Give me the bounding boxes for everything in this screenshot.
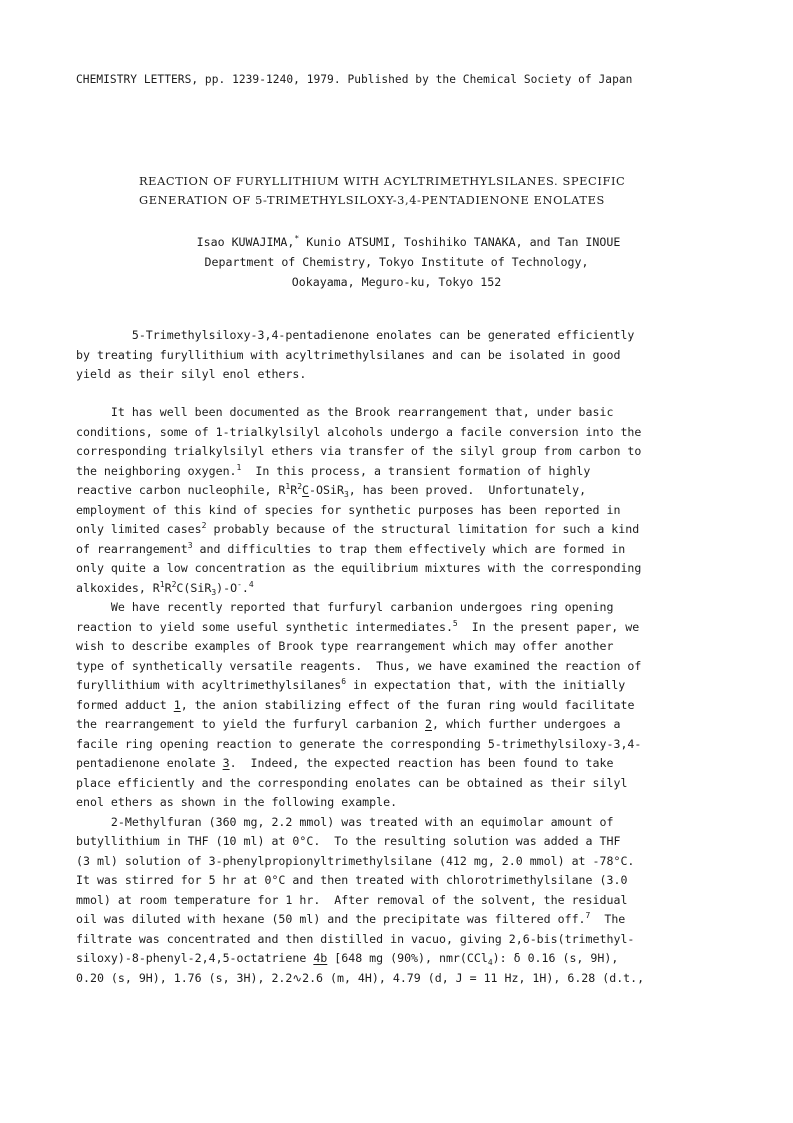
superscript: 2 <box>171 579 177 589</box>
text-run: furyllithium with acyltrimethylsilanes <box>76 678 342 692</box>
text-run: , which further undergoes a <box>432 717 621 731</box>
body-line: (3 ml) solution of 3-phenylpropionyltrimethylsilane (412 mg, 2.0 mmol) at -78°C. <box>76 853 635 868</box>
body-line: We have recently reported that furfuryl carbanion undergoes ring opening <box>76 600 614 614</box>
compound-ref: 1 <box>173 697 181 712</box>
text-run: The <box>590 912 626 926</box>
text-run: C(SiR <box>176 580 212 595</box>
text-run: In the present paper, we <box>457 619 640 634</box>
reference-marker: 7 <box>585 911 591 920</box>
body-text <box>76 403 716 988</box>
abstract-line: by treating furyllithium with acyltrimethylsilanes and can be isolated in good <box>76 347 621 362</box>
paper-title <box>139 172 659 210</box>
body-line: only quite a low concentration as the equilibrium mixtures with the corresponding <box>76 561 642 575</box>
body-line <box>76 715 716 735</box>
subscript: 3 <box>211 587 217 597</box>
text-run: in expectation that, with the initially <box>346 678 626 692</box>
reference-marker: 6 <box>341 677 347 686</box>
body-line: wish to describe examples of Brook type rearrangement which may offer another <box>76 639 614 653</box>
body-line <box>76 676 716 696</box>
text-run: )-O <box>216 580 238 595</box>
text-run: of rearrangement <box>76 541 188 556</box>
text-run: . Indeed, the expected reaction has been found to take <box>229 756 614 770</box>
first-author: Isao KUWAJIMA, <box>196 235 295 249</box>
author-block <box>0 232 793 292</box>
superscript: 1 <box>285 482 291 491</box>
body-line <box>76 462 716 482</box>
text-run: -OSiR <box>309 483 344 497</box>
underlined-carbon: C <box>302 483 310 497</box>
body-line: place efficiently and the corresponding enolates can be obtained as their silyl <box>76 775 628 790</box>
text-run: R <box>290 483 298 497</box>
text-run: oil was diluted with hexane (50 ml) and the precipitate was filtered off. <box>76 912 586 926</box>
body-line: conditions, some of 1-trialkylsilyl alcohols undergo a facile conversion into the <box>76 424 642 439</box>
reference-marker: 5 <box>452 618 458 628</box>
title-line: GENERATION OF 5-TRIMETHYLSILOXY-3,4-PENTADIENONE ENOLATES <box>139 193 605 207</box>
body-line: 0.20 (s, 9H), 1.76 (s, 3H), 2.2∿2.6 (m, 4H), 4.79 (d, J = 11 Hz, 1H), 6.28 (d.t., <box>76 970 645 985</box>
body-line: mmol) at room temperature for 1 hr. After removal of the solvent, the residual <box>76 892 628 907</box>
superscript: 2 <box>297 482 303 491</box>
text-run: only limited cases <box>76 522 202 536</box>
reference-marker: 3 <box>187 540 193 550</box>
compound-ref: 4b <box>313 951 328 965</box>
title-line: REACTION OF FURYLLITHIUM WITH ACYLTRIMETHYLSILANES. SPECIFIC <box>139 174 626 188</box>
body-line: corresponding trialkylsilyl ethers via transfer of the silyl group from carbon to <box>76 444 642 458</box>
abstract-line: yield as their silyl enol ethers. <box>76 367 307 381</box>
text-run: [648 mg (90%), nmr(CCl <box>327 951 488 965</box>
body-line: type of synthetically versatile reagents. Thus, we have examined the reaction of <box>76 658 642 673</box>
body-line: butyllithium in THF (10 ml) at 0°C. To the resulting solution was added a THF <box>76 834 621 848</box>
text-run: formed adduct <box>76 697 174 712</box>
text-run: ): δ 0.16 (s, 9H), <box>492 951 619 965</box>
text-run: the neighboring oxygen. <box>76 463 237 478</box>
reference-marker: 4 <box>248 579 254 589</box>
body-line <box>76 618 716 638</box>
body-line: enol ethers as shown in the following example. <box>76 795 398 809</box>
text-run: In this process, a transient formation of highly <box>241 463 591 478</box>
journal-header <box>76 73 726 86</box>
superscript: 1 <box>159 579 165 589</box>
text-run: probably because of the structural limitation for such a kind <box>206 522 640 536</box>
reference-marker: 2 <box>201 521 207 530</box>
text-run: . <box>241 580 249 595</box>
body-line <box>76 754 716 774</box>
subscript: 4 <box>487 958 493 967</box>
text-run: siloxy)-8-phenyl-2,4,5-octatriene <box>76 951 314 965</box>
other-authors: Kunio ATSUMI, Toshihiko TANAKA, and Tan INOUE <box>299 235 621 249</box>
body-line: filtrate was concentrated and then distilled in vacuo, giving 2,6-bis(trimethyl- <box>76 931 635 946</box>
body-line <box>76 949 716 969</box>
author-list <box>0 232 793 252</box>
body-line <box>76 910 716 930</box>
text-run: , the anion stabilizing effect of the furan ring would facilitate <box>180 697 635 712</box>
body-line <box>76 520 716 540</box>
text-run: alkoxides, R <box>76 580 160 595</box>
text-run: , has been proved. Unfortunately, <box>348 483 587 497</box>
superscript: - <box>237 579 242 589</box>
body-line: It has well been documented as the Brook rearrangement that, under basic <box>76 405 614 419</box>
subscript: 3 <box>343 490 349 499</box>
reference-marker: 1 <box>236 462 242 472</box>
text-run: and difficulties to trap them effectively which are formed in <box>192 541 626 556</box>
compound-ref: 2 <box>425 717 432 731</box>
body-line: 2-Methylfuran (360 mg, 2.2 mmol) was treated with an equimolar amount of <box>76 814 614 829</box>
affiliation-line: Ookayama, Meguro-ku, Tokyo 152 <box>291 275 502 289</box>
corresponding-asterisk: * <box>294 234 300 243</box>
body-line <box>76 696 716 716</box>
abstract-line: 5-Trimethylsiloxy-3,4-pentadienone enolates can be generated efficiently <box>76 328 635 342</box>
text-run: reactive carbon nucleophile, R <box>76 483 286 497</box>
affiliation-line: Department of Chemistry, Tokyo Institute of Technology, <box>204 255 589 269</box>
body-line <box>76 540 716 560</box>
body-line: employment of this kind of species for synthetic purposes has been reported in <box>76 502 621 517</box>
text-run: pentadienone enolate <box>76 756 223 770</box>
body-line: facile ring opening reaction to generate the corresponding 5-trimethylsiloxy-3,4- <box>76 736 642 751</box>
body-line <box>76 481 716 501</box>
body-line <box>76 579 716 599</box>
abstract <box>76 326 716 385</box>
body-line: It was stirred for 5 hr at 0°C and then treated with chlorotrimethylsilane (3.0 <box>76 873 628 887</box>
journal-publisher: Published by the Chemical Society of Japan <box>347 73 633 86</box>
text-run: the rearrangement to yield the furfuryl carbanion <box>76 717 426 731</box>
text-run: reaction to yield some useful synthetic intermediates. <box>76 619 453 634</box>
journal-citation: CHEMISTRY LETTERS, pp. 1239-1240, 1979. <box>76 73 341 86</box>
text-run: R <box>164 580 172 595</box>
compound-ref: 3 <box>222 756 230 770</box>
